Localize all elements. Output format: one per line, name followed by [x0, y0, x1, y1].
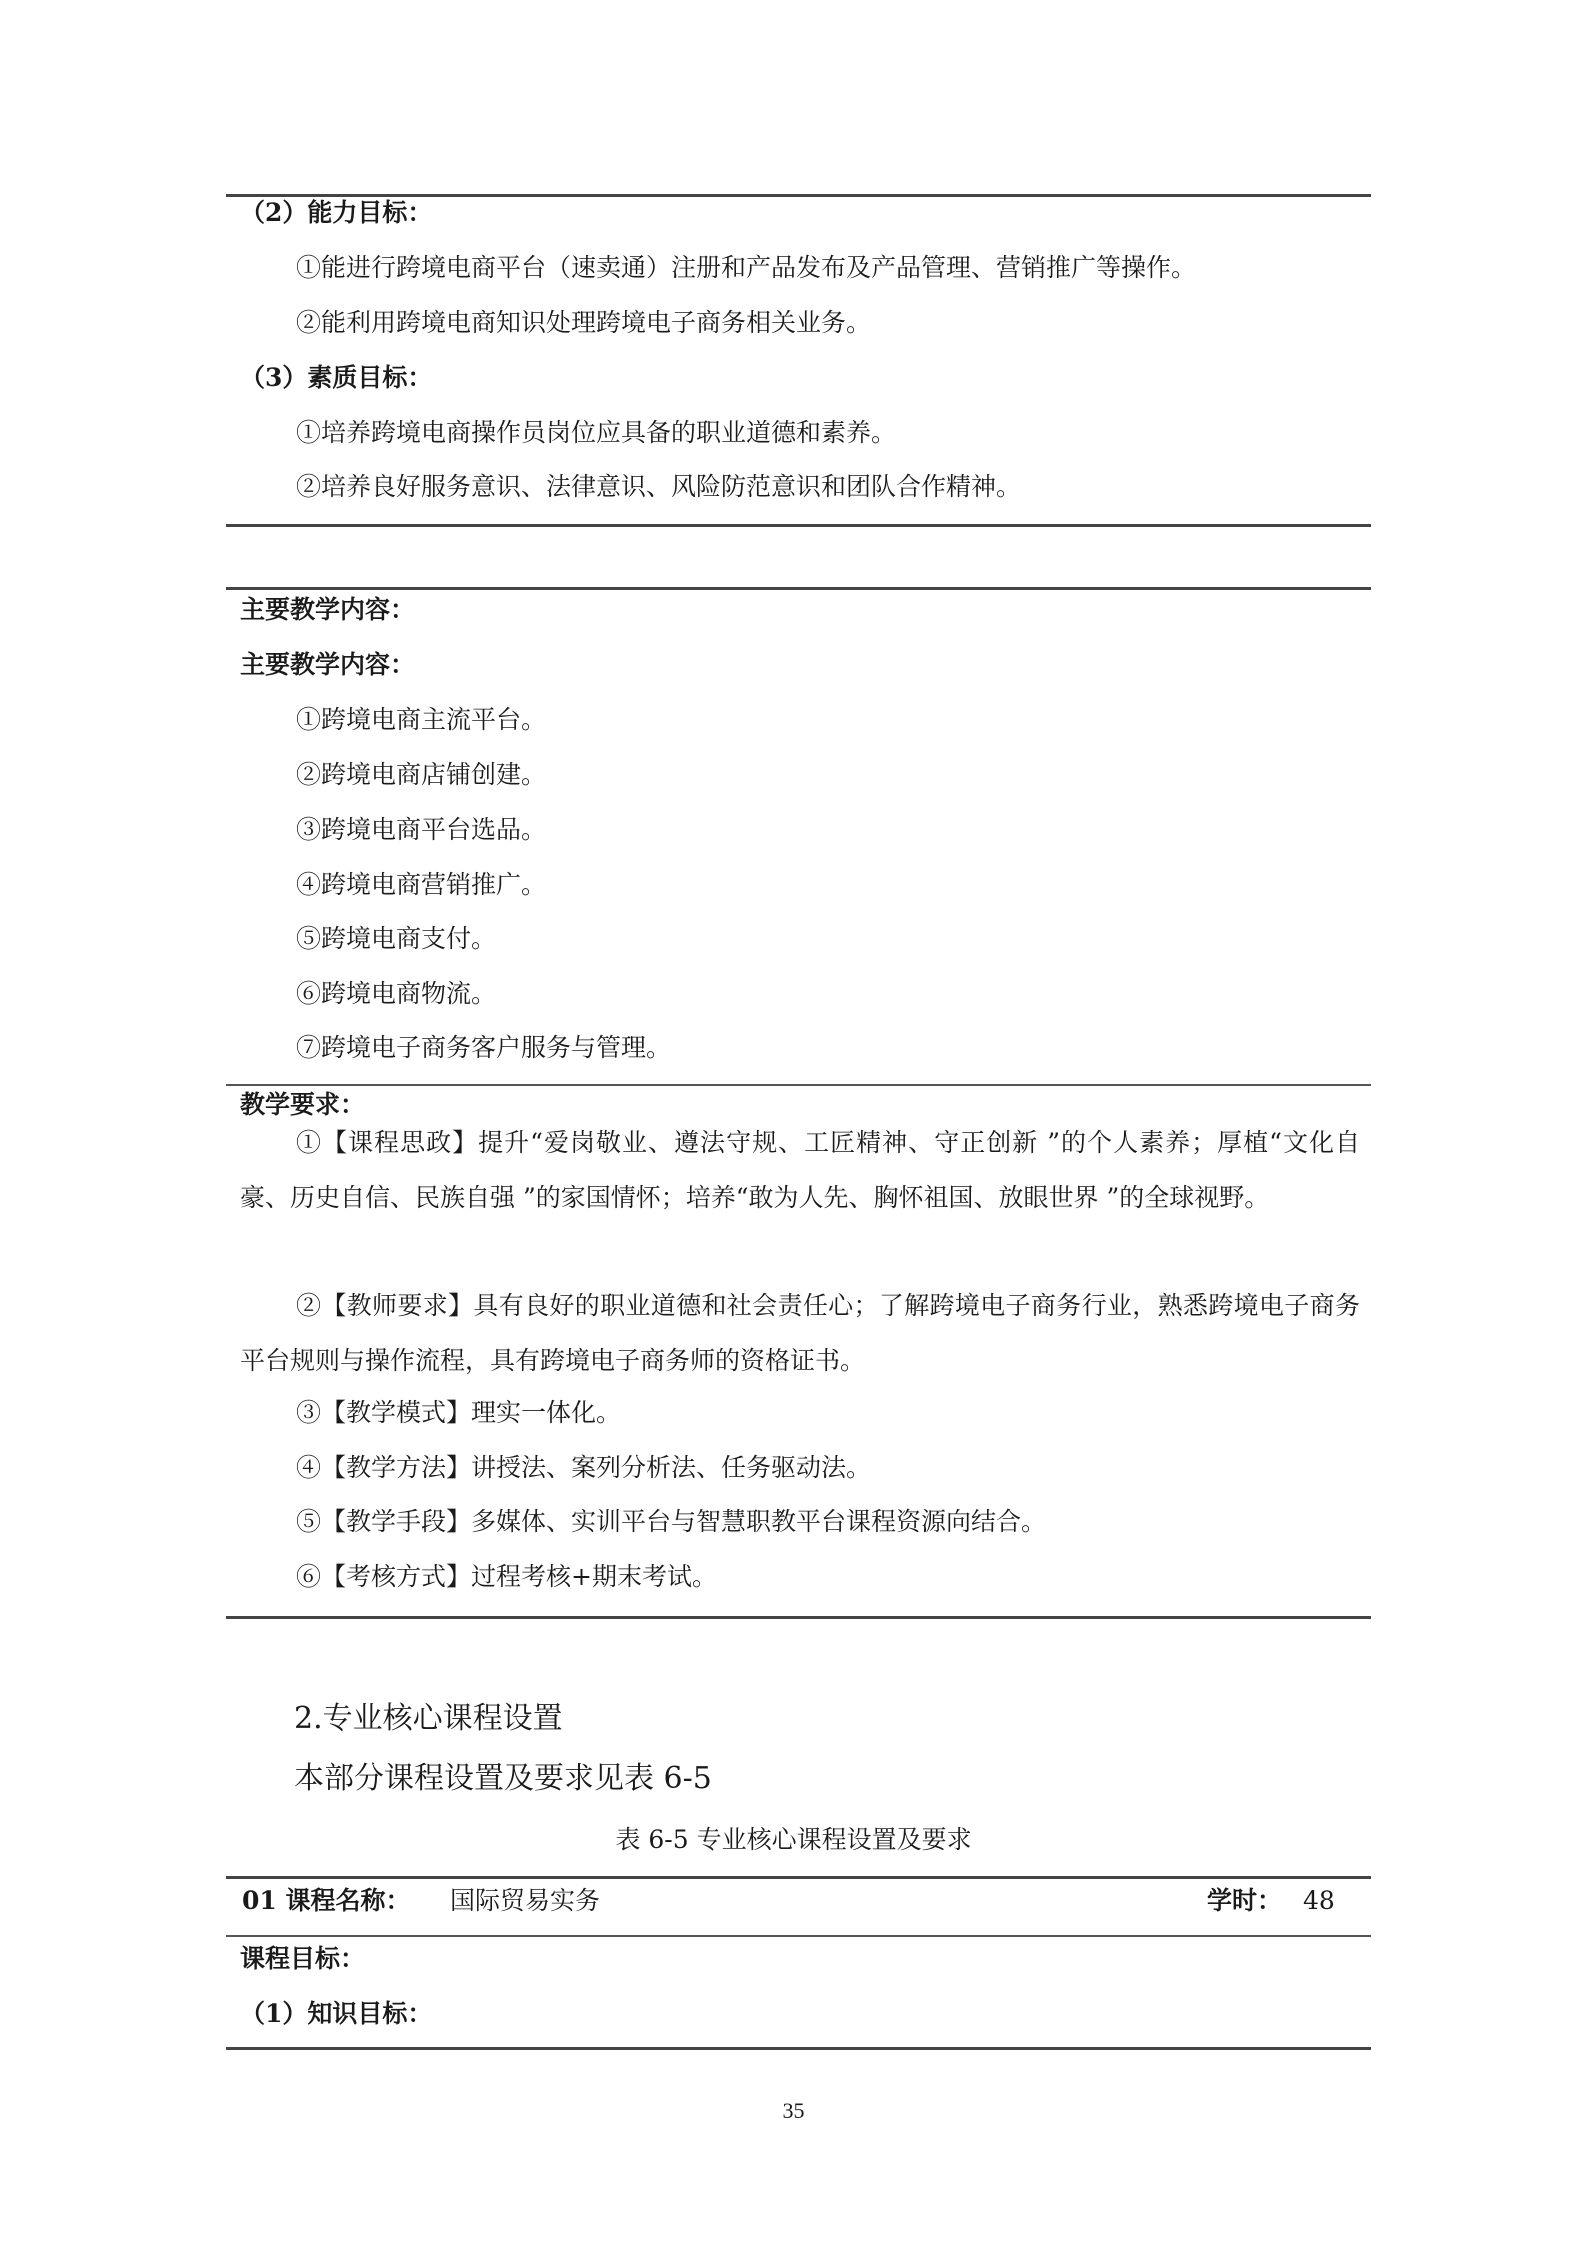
- course-objectives-header: 课程目标：: [240, 1944, 366, 1973]
- content-item-2: ②跨境电商店铺创建。: [296, 760, 547, 789]
- content-item-6: ⑥跨境电商物流。: [296, 979, 497, 1008]
- page-number: 35: [782, 2098, 805, 2123]
- content-item-5: ⑤跨境电商支付。: [296, 924, 497, 953]
- content-item-1: ①跨境电商主流平台。: [296, 705, 547, 734]
- section-heading: 2.专业核心课程设置: [294, 1701, 563, 1736]
- requirement-para-1: ①【课程思政】提升“爱岗敬业、遵法守规、工匠精神、守正创新 ”的个人素养；厚植“文化自豪、历史自信、民族自强 ”的家国情怀；培养“敢为人先、胸怀祖国、放眼世界 ”的全球视野。: [240, 1128, 1360, 1212]
- course-table-top-rule: [226, 1876, 1371, 1879]
- quality-item-2: ②培养良好服务意识、法律意识、风险防范意识和团队合作精神。: [296, 472, 1022, 501]
- requirements-end-rule: [226, 1616, 1371, 1619]
- requirement-item-3: ③【教学模式】理实一体化。: [296, 1398, 622, 1427]
- requirement-para-2: ②【教师要求】具有良好的职业道德和社会责任心；了解跨境电子商务行业，熟悉跨境电子商务平台规则与操作流程，具有跨境电子商务师的资格证书。: [240, 1291, 1360, 1375]
- main-content-subheader: 主要教学内容：: [240, 650, 416, 679]
- course-hours-value: 48: [1303, 1886, 1335, 1915]
- section-intro: 本部分课程设置及要求见表 6-5: [294, 1761, 712, 1796]
- ability-item-1: ①能进行跨境电商平台（速卖通）注册和产品发布及产品管理、营销推广等操作。: [296, 253, 1197, 282]
- content-item-7: ⑦跨境电子商务客户服务与管理。: [296, 1033, 672, 1062]
- requirements-divider: [226, 1084, 1371, 1086]
- requirement-item-6: ⑥【考核方式】过程考核+期末考试。: [296, 1562, 717, 1591]
- quality-item-1: ①培养跨境电商操作员岗位应具备的职业道德和素养。: [296, 418, 897, 447]
- ability-heading: （2）能力目标：: [240, 198, 433, 227]
- main-content-header: 主要教学内容：: [240, 595, 416, 624]
- course-hours-label: 学时：: [1207, 1886, 1283, 1915]
- knowledge-heading: （1）知识目标：: [240, 1999, 433, 2028]
- course-name-label: 01 课程名称：: [242, 1886, 411, 1915]
- course-row-divider: [226, 1935, 1371, 1937]
- table-caption: 表 6-5 专业核心课程设置及要求: [615, 1825, 972, 1854]
- course-name-value: 国际贸易实务: [450, 1886, 601, 1915]
- content-item-4: ④跨境电商营销推广。: [296, 870, 547, 899]
- section-end-rule: [226, 524, 1371, 527]
- content-top-rule: [226, 587, 1371, 590]
- requirements-header: 教学要求：: [240, 1090, 366, 1119]
- content-item-3: ③跨境电商平台选品。: [296, 815, 547, 844]
- requirement-item-4: ④【教学方法】讲授法、案列分析法、任务驱动法。: [296, 1453, 872, 1482]
- quality-heading: （3）素质目标：: [240, 363, 433, 392]
- requirement-item-5: ⑤【教学手段】多媒体、实训平台与智慧职教平台课程资源向结合。: [296, 1507, 1047, 1536]
- page-bottom-rule: [226, 2047, 1371, 2050]
- ability-item-2: ②能利用跨境电商知识处理跨境电子商务相关业务。: [296, 308, 872, 337]
